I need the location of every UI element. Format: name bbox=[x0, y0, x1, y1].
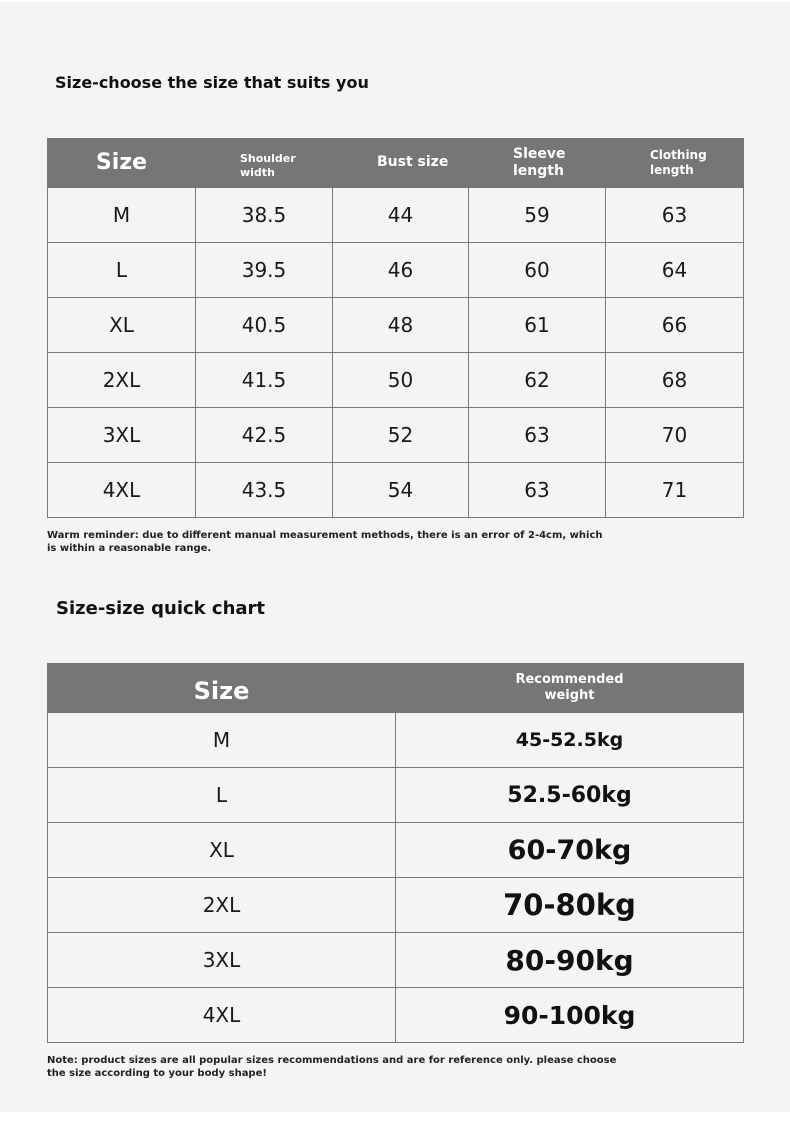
cell-clothing: 70 bbox=[606, 408, 744, 463]
cell-sleeve: 60 bbox=[469, 243, 606, 298]
cell-sleeve: 59 bbox=[469, 188, 606, 243]
cell-weight: 60-70kg bbox=[396, 823, 744, 878]
cell-size: 2XL bbox=[48, 878, 396, 933]
cell-clothing: 68 bbox=[606, 353, 744, 408]
cell-bust: 52 bbox=[333, 408, 469, 463]
cell-shoulder: 39.5 bbox=[196, 243, 333, 298]
cell-sleeve: 61 bbox=[469, 298, 606, 353]
cell-size: L bbox=[48, 243, 196, 298]
header-sleeve-length: Sleeve length bbox=[469, 139, 606, 188]
cell-sleeve: 63 bbox=[469, 408, 606, 463]
size-reference-note: Note: product sizes are all popular sizes recommendations and are for reference only. please choose the size according to your body shape! bbox=[47, 1055, 617, 1079]
cell-clothing: 64 bbox=[606, 243, 744, 298]
measurement-reminder: Warm reminder: due to different manual measurement methods, there is an error of 2-4cm, which is within a reasonable range. bbox=[47, 530, 603, 554]
header-recommended-weight-label: Recommended weight bbox=[515, 671, 624, 703]
cell-size: 3XL bbox=[48, 408, 196, 463]
cell-bust: 54 bbox=[333, 463, 469, 518]
cell-shoulder: 41.5 bbox=[196, 353, 333, 408]
table-row bbox=[48, 878, 744, 933]
size-chart-heading: Size-choose the size that suits you bbox=[55, 73, 369, 92]
table-row bbox=[48, 353, 744, 408]
cell-weight: 70-80kg bbox=[396, 878, 744, 933]
cell-size: XL bbox=[48, 823, 396, 878]
cell-weight: 52.5-60kg bbox=[396, 768, 744, 823]
cell-size: M bbox=[48, 188, 196, 243]
cell-size: 4XL bbox=[48, 988, 396, 1043]
table-row bbox=[48, 298, 744, 353]
table-row bbox=[48, 408, 744, 463]
cell-bust: 44 bbox=[333, 188, 469, 243]
header-size: Size bbox=[48, 664, 396, 713]
header-recommended-weight bbox=[396, 664, 744, 713]
header-bust-size: Bust size bbox=[333, 139, 469, 188]
cell-weight: 45-52.5kg bbox=[396, 713, 744, 768]
table-row bbox=[48, 243, 744, 298]
cell-shoulder: 42.5 bbox=[196, 408, 333, 463]
table-row bbox=[48, 768, 744, 823]
cell-clothing: 71 bbox=[606, 463, 744, 518]
quick-chart-heading: Size-size quick chart bbox=[56, 598, 266, 619]
header-shoulder-width: Shoulder width bbox=[196, 139, 333, 188]
cell-size: L bbox=[48, 768, 396, 823]
header-clothing-length: Clothing length bbox=[606, 139, 744, 188]
cell-size: 2XL bbox=[48, 353, 196, 408]
cell-shoulder: 40.5 bbox=[196, 298, 333, 353]
table-row bbox=[48, 463, 744, 518]
table-row bbox=[48, 988, 744, 1043]
cell-size: 3XL bbox=[48, 933, 396, 988]
cell-shoulder: 43.5 bbox=[196, 463, 333, 518]
table-row bbox=[48, 823, 744, 878]
cell-clothing: 63 bbox=[606, 188, 744, 243]
cell-weight: 80-90kg bbox=[396, 933, 744, 988]
cell-size: XL bbox=[48, 298, 196, 353]
cell-clothing: 66 bbox=[606, 298, 744, 353]
cell-shoulder: 38.5 bbox=[196, 188, 333, 243]
cell-bust: 46 bbox=[333, 243, 469, 298]
table-header-row bbox=[48, 664, 744, 713]
table-row bbox=[48, 713, 744, 768]
size-measurement-table bbox=[47, 138, 744, 518]
header-size: Size bbox=[48, 139, 196, 188]
cell-size: M bbox=[48, 713, 396, 768]
cell-bust: 48 bbox=[333, 298, 469, 353]
table-row bbox=[48, 188, 744, 243]
cell-size: 4XL bbox=[48, 463, 196, 518]
table-row bbox=[48, 933, 744, 988]
cell-sleeve: 63 bbox=[469, 463, 606, 518]
cell-bust: 50 bbox=[333, 353, 469, 408]
weight-quick-chart bbox=[47, 663, 744, 1043]
cell-weight: 90-100kg bbox=[396, 988, 744, 1043]
table-header-row bbox=[48, 139, 744, 188]
cell-sleeve: 62 bbox=[469, 353, 606, 408]
